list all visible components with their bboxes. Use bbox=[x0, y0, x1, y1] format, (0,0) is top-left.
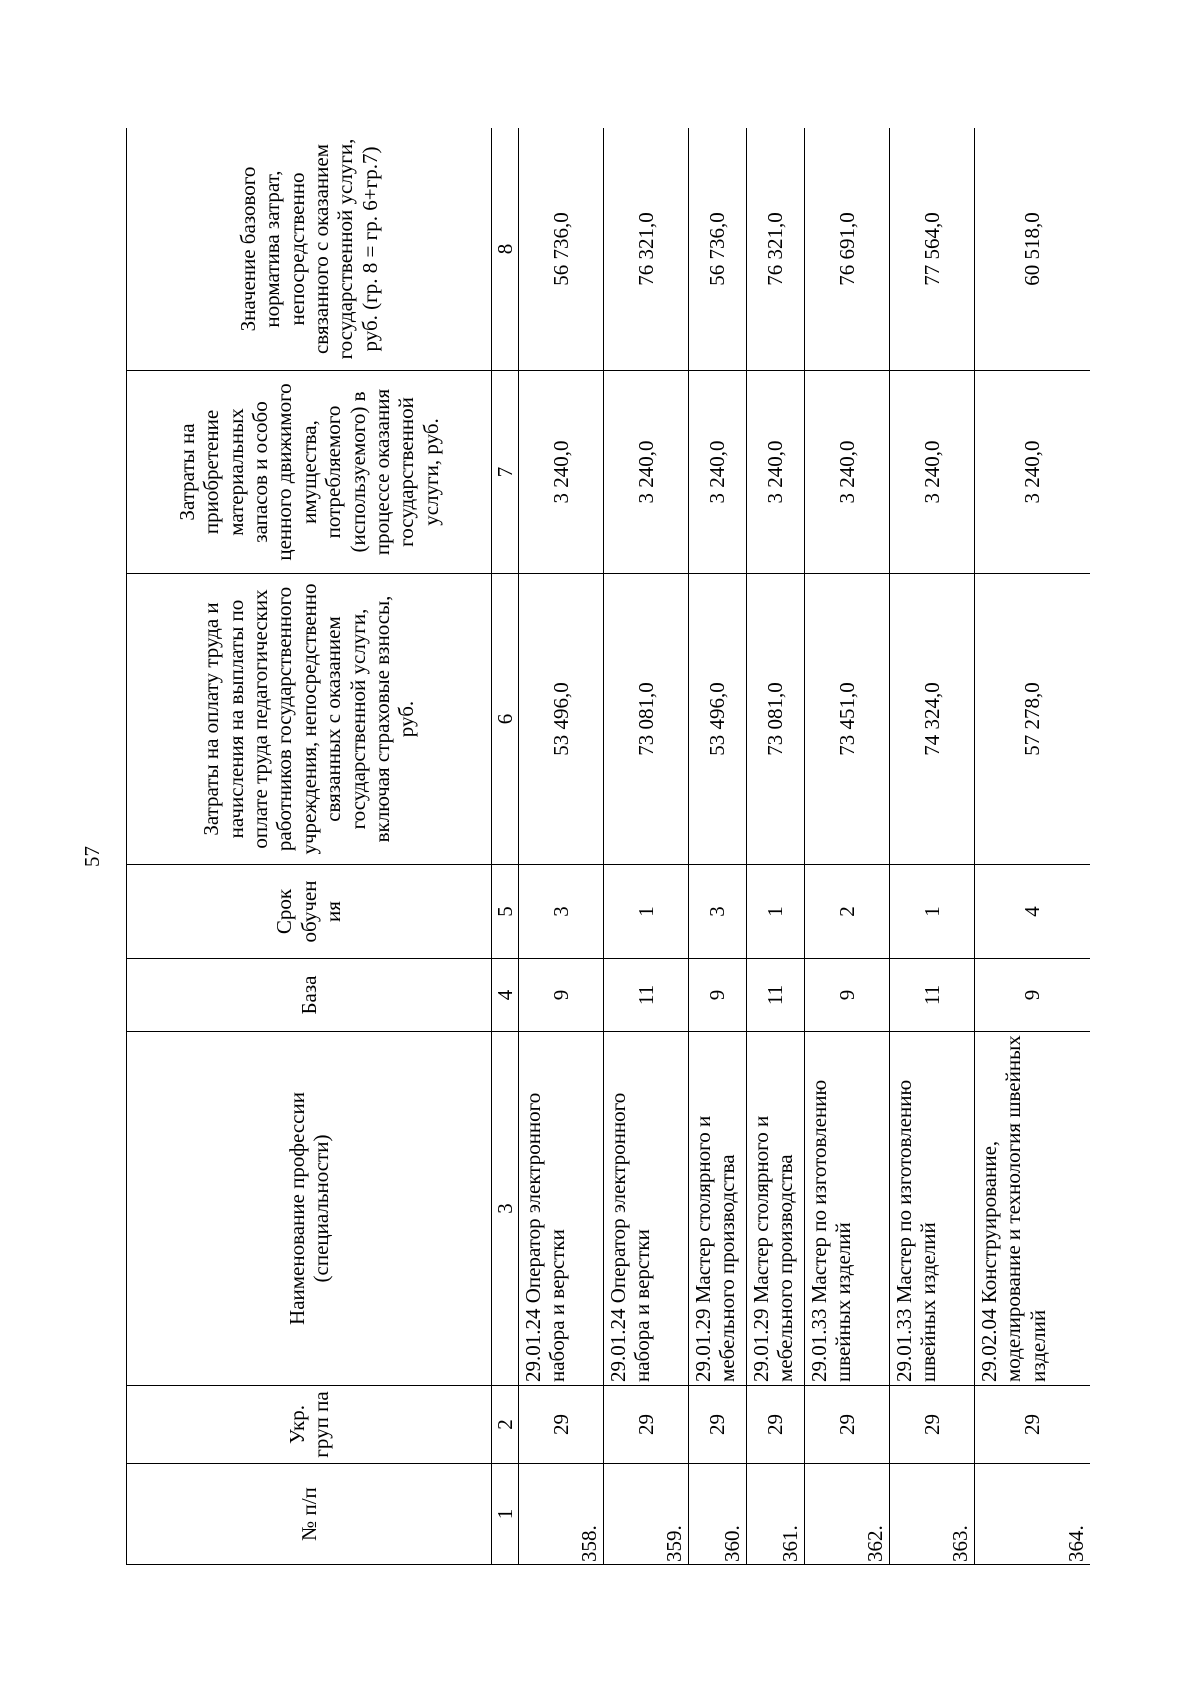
total-cost-cell: 77 564,0 bbox=[890, 128, 975, 371]
labor-cost-cell: 73 451,0 bbox=[805, 574, 890, 865]
group-cell: 29 bbox=[805, 1386, 890, 1464]
term-cell: 4 bbox=[975, 865, 1091, 959]
base-cell: 11 bbox=[890, 959, 975, 1032]
materials-cost-cell: 3 240,0 bbox=[604, 371, 689, 574]
header-name: Наименование профессии (специальности) bbox=[127, 1032, 492, 1386]
profession-name-cell: 29.01.24 Оператор электронного набора и верстки bbox=[519, 1032, 604, 1386]
column-number: 1 bbox=[492, 1464, 519, 1565]
column-number-row bbox=[492, 128, 519, 1565]
total-cost-cell: 76 691,0 bbox=[805, 128, 890, 371]
term-cell: 1 bbox=[747, 865, 805, 959]
page-number-text: 57 bbox=[79, 845, 104, 867]
group-cell: 29 bbox=[689, 1386, 747, 1464]
materials-cost-cell: 3 240,0 bbox=[805, 371, 890, 574]
total-cost-cell: 60 518,0 bbox=[975, 128, 1091, 371]
profession-name-cell: 29.01.29 Мастер столярного и мебельного производства bbox=[689, 1032, 747, 1386]
table-row bbox=[975, 128, 1091, 1565]
total-cost-cell: 76 321,0 bbox=[604, 128, 689, 371]
term-cell: 1 bbox=[604, 865, 689, 959]
term-cell: 2 bbox=[805, 865, 890, 959]
header-base: База bbox=[127, 959, 492, 1032]
labor-cost-cell: 53 496,0 bbox=[519, 574, 604, 865]
term-cell: 3 bbox=[689, 865, 747, 959]
base-cell: 9 bbox=[519, 959, 604, 1032]
header-term: Срок обучен ия bbox=[127, 865, 492, 959]
materials-cost-cell: 3 240,0 bbox=[747, 371, 805, 574]
column-number: 8 bbox=[492, 128, 519, 371]
column-number: 2 bbox=[492, 1386, 519, 1464]
materials-cost-cell: 3 240,0 bbox=[689, 371, 747, 574]
column-number: 7 bbox=[492, 371, 519, 574]
header-total: Значение базового норматива затрат, непосредственно связанного с оказанием государственной услуги, руб. (гр. 8 = гр. 6+гр.7) bbox=[127, 128, 492, 371]
labor-cost-cell: 74 324,0 bbox=[890, 574, 975, 865]
profession-name-cell: 29.01.24 Оператор электронного набора и верстки bbox=[604, 1032, 689, 1386]
labor-cost-cell: 53 496,0 bbox=[689, 574, 747, 865]
row-number-cell: 363. bbox=[890, 1464, 975, 1565]
column-number: 4 bbox=[492, 959, 519, 1032]
column-number: 5 bbox=[492, 865, 519, 959]
term-cell: 1 bbox=[890, 865, 975, 959]
base-cell: 9 bbox=[805, 959, 890, 1032]
table-row bbox=[890, 128, 975, 1565]
group-cell: 29 bbox=[747, 1386, 805, 1464]
column-number: 6 bbox=[492, 574, 519, 865]
materials-cost-cell: 3 240,0 bbox=[975, 371, 1091, 574]
row-number-cell: 362. bbox=[805, 1464, 890, 1565]
row-number-cell: 361. bbox=[747, 1464, 805, 1565]
total-cost-cell: 56 736,0 bbox=[689, 128, 747, 371]
cost-norms-table bbox=[126, 128, 1090, 1565]
page-number bbox=[80, 836, 104, 876]
group-cell: 29 bbox=[604, 1386, 689, 1464]
table-row bbox=[805, 128, 890, 1565]
row-number-cell: 364. bbox=[975, 1464, 1091, 1565]
header-group: Укр. груп па bbox=[127, 1386, 492, 1464]
row-number-cell: 360. bbox=[689, 1464, 747, 1565]
group-cell: 29 bbox=[890, 1386, 975, 1464]
table-rotated bbox=[126, 128, 1090, 1565]
column-number: 3 bbox=[492, 1032, 519, 1386]
profession-name-cell: 29.01.29 Мастер столярного и мебельного производства bbox=[747, 1032, 805, 1386]
group-cell: 29 bbox=[519, 1386, 604, 1464]
base-cell: 9 bbox=[689, 959, 747, 1032]
labor-cost-cell: 73 081,0 bbox=[604, 574, 689, 865]
table-row bbox=[604, 128, 689, 1565]
header-labor: Затраты на оплату труда и начисления на выплаты по оплате труда педагогических работников государственного учреждения, непосредственно связанных с оказанием государственной услуги, включая страховые взносы, руб. bbox=[127, 574, 492, 865]
term-cell: 3 bbox=[519, 865, 604, 959]
base-cell: 11 bbox=[747, 959, 805, 1032]
header-num: № п/п bbox=[127, 1464, 492, 1565]
total-cost-cell: 76 321,0 bbox=[747, 128, 805, 371]
header-materials: Затраты на приобретение материальных запасов и особо ценного движимого имущества, потребляемого (используемого) в процессе оказания государственной услуги, руб. bbox=[127, 371, 492, 574]
row-number-cell: 358. bbox=[519, 1464, 604, 1565]
profession-name-cell: 29.01.33 Мастер по изготовлению швейных изделий bbox=[890, 1032, 975, 1386]
labor-cost-cell: 57 278,0 bbox=[975, 574, 1091, 865]
labor-cost-cell: 73 081,0 bbox=[747, 574, 805, 865]
table-row bbox=[747, 128, 805, 1565]
total-cost-cell: 56 736,0 bbox=[519, 128, 604, 371]
table-rotated-container bbox=[126, 128, 1090, 1565]
row-number-cell: 359. bbox=[604, 1464, 689, 1565]
materials-cost-cell: 3 240,0 bbox=[890, 371, 975, 574]
base-cell: 11 bbox=[604, 959, 689, 1032]
group-cell: 29 bbox=[975, 1386, 1091, 1464]
table-row bbox=[519, 128, 604, 1565]
materials-cost-cell: 3 240,0 bbox=[519, 371, 604, 574]
base-cell: 9 bbox=[975, 959, 1091, 1032]
table-row bbox=[689, 128, 747, 1565]
profession-name-cell: 29.01.33 Мастер по изготовлению швейных изделий bbox=[805, 1032, 890, 1386]
profession-name-cell: 29.02.04 Конструирование, моделирование и технология швейных изделий bbox=[975, 1032, 1091, 1386]
header-row bbox=[127, 128, 492, 1565]
